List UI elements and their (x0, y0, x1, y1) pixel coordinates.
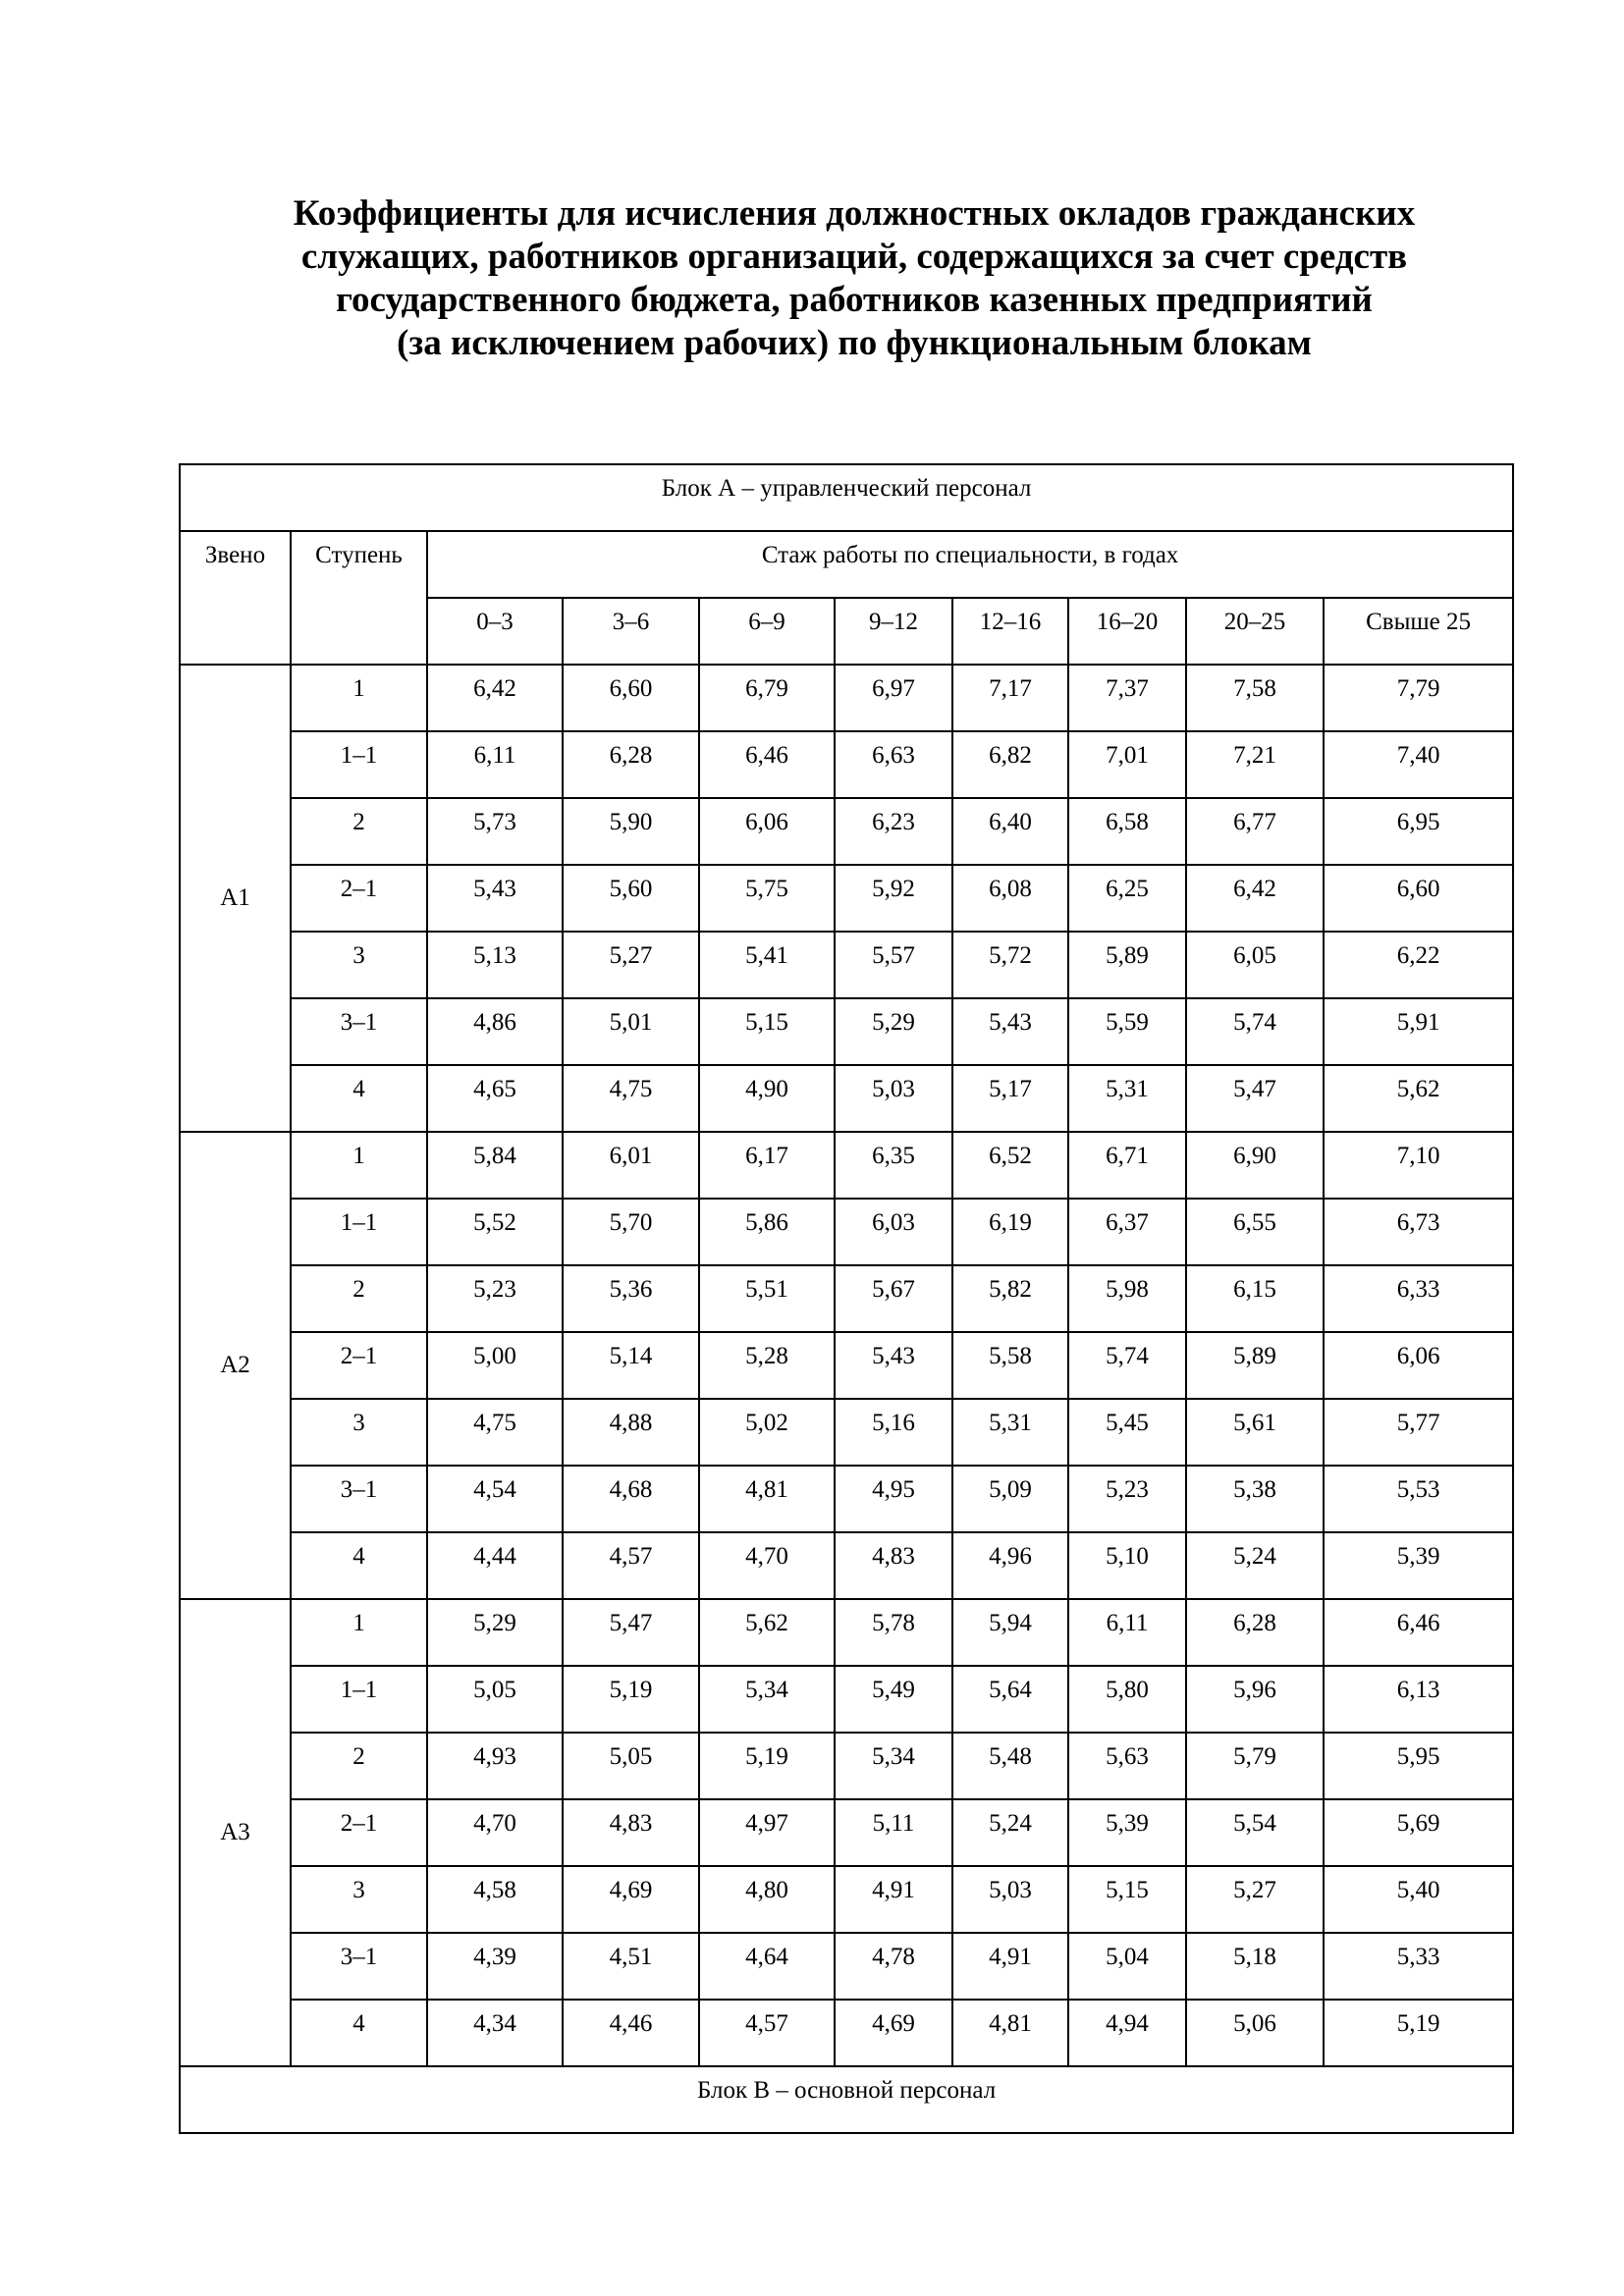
coefficient-cell: 7,40 (1324, 731, 1513, 798)
coefficient-cell: 4,64 (699, 1933, 835, 2000)
page-title (187, 192, 1522, 365)
coefficient-cell: 5,02 (699, 1399, 835, 1466)
coefficient-cell: 5,73 (427, 798, 563, 865)
coefficient-cell: 5,69 (1324, 1799, 1513, 1866)
coefficient-cell: 6,40 (952, 798, 1068, 865)
coefficient-cell: 4,95 (835, 1466, 952, 1532)
coefficient-cell: 4,80 (699, 1866, 835, 1933)
coefficient-cell: 4,58 (427, 1866, 563, 1933)
coefficient-cell: 5,11 (835, 1799, 952, 1866)
coefficient-cell: 5,23 (1068, 1466, 1186, 1532)
coefficient-cell: 5,10 (1068, 1532, 1186, 1599)
table-row (180, 865, 1513, 932)
coefficient-cell: 5,59 (1068, 998, 1186, 1065)
coefficient-cell: 5,24 (952, 1799, 1068, 1866)
coefficient-cell: 5,67 (835, 1265, 952, 1332)
table-row (180, 1199, 1513, 1265)
coefficient-cell: 5,18 (1186, 1933, 1324, 2000)
coefficient-cell: 4,46 (563, 2000, 699, 2066)
coefficient-cell: 6,06 (1324, 1332, 1513, 1399)
coefficient-cell: 4,69 (563, 1866, 699, 1933)
stupen-cell: 1 (291, 1132, 427, 1199)
table-row (180, 1733, 1513, 1799)
coefficient-cell: 5,64 (952, 1666, 1068, 1733)
coefficient-cell: 5,43 (952, 998, 1068, 1065)
coefficient-cell: 6,60 (1324, 865, 1513, 932)
stupen-cell: 4 (291, 2000, 427, 2066)
coefficient-cell: 6,71 (1068, 1132, 1186, 1199)
coefficient-cell: 4,78 (835, 1933, 952, 2000)
title-line: Коэффициенты для исчисления должностных окладов гражданских (293, 193, 1416, 234)
coefficient-cell: 5,89 (1068, 932, 1186, 998)
coefficient-cell: 4,91 (952, 1933, 1068, 2000)
coefficient-cell: 6,79 (699, 665, 835, 731)
coefficient-cell: 4,69 (835, 2000, 952, 2066)
table-row (180, 932, 1513, 998)
coefficient-cell: 5,00 (427, 1332, 563, 1399)
coefficient-cell: 6,05 (1186, 932, 1324, 998)
coefficient-cell: 6,33 (1324, 1265, 1513, 1332)
stupen-cell: 1 (291, 1599, 427, 1666)
coefficient-cell: 6,58 (1068, 798, 1186, 865)
coefficient-cell: 6,46 (699, 731, 835, 798)
coefficient-cell: 5,74 (1186, 998, 1324, 1065)
coefficient-cell: 5,78 (835, 1599, 952, 1666)
coefficient-cell: 5,34 (835, 1733, 952, 1799)
table-row (180, 1132, 1513, 1199)
coefficient-cell: 4,83 (563, 1799, 699, 1866)
coefficient-cell: 7,17 (952, 665, 1068, 731)
coefficient-cell: 4,93 (427, 1733, 563, 1799)
stupen-cell: 2–1 (291, 865, 427, 932)
table-row (180, 1866, 1513, 1933)
coefficient-cell: 5,04 (1068, 1933, 1186, 2000)
coefficient-cell: 5,47 (1186, 1065, 1324, 1132)
coefficient-cell: 6,11 (427, 731, 563, 798)
coefficient-cell: 4,75 (563, 1065, 699, 1132)
coefficient-cell: 6,52 (952, 1132, 1068, 1199)
table-row (180, 1799, 1513, 1866)
coefficient-cell: 6,55 (1186, 1199, 1324, 1265)
coefficient-cell: 6,35 (835, 1132, 952, 1199)
stupen-cell: 2 (291, 1733, 427, 1799)
coefficient-cell: 5,89 (1186, 1332, 1324, 1399)
coefficient-cell: 5,95 (1324, 1733, 1513, 1799)
table-row (180, 731, 1513, 798)
coefficient-cell: 5,29 (835, 998, 952, 1065)
header-row-1 (180, 531, 1513, 598)
coefficient-cell: 6,63 (835, 731, 952, 798)
coefficient-cell: 5,19 (699, 1733, 835, 1799)
coefficient-cell: 7,37 (1068, 665, 1186, 731)
stupen-cell: 4 (291, 1065, 427, 1132)
coefficient-cell: 7,58 (1186, 665, 1324, 731)
header-zveno: Звено (180, 531, 291, 665)
coefficient-cell: 6,28 (1186, 1599, 1324, 1666)
coefficient-cell: 5,16 (835, 1399, 952, 1466)
coefficient-cell: 5,62 (699, 1599, 835, 1666)
coefficient-cell: 5,43 (427, 865, 563, 932)
coefficient-cell: 6,22 (1324, 932, 1513, 998)
block-b-row (180, 2066, 1513, 2133)
stupen-cell: 1–1 (291, 1199, 427, 1265)
block-a-row (180, 464, 1513, 531)
coefficient-cell: 5,51 (699, 1265, 835, 1332)
coefficient-cell: 5,38 (1186, 1466, 1324, 1532)
coefficient-cell: 4,57 (563, 1532, 699, 1599)
coefficient-cell: 5,14 (563, 1332, 699, 1399)
coefficient-cell: 5,13 (427, 932, 563, 998)
coefficient-cell: 5,47 (563, 1599, 699, 1666)
stazh-range-header: 0–3 (427, 598, 563, 665)
coefficient-cell: 4,94 (1068, 2000, 1186, 2066)
coefficient-cell: 7,21 (1186, 731, 1324, 798)
zveno-cell: А1 (180, 665, 291, 1132)
stazh-range-header: 3–6 (563, 598, 699, 665)
stazh-range-header: 20–25 (1186, 598, 1324, 665)
coefficient-cell: 4,81 (952, 2000, 1068, 2066)
coefficient-cell: 5,84 (427, 1132, 563, 1199)
stazh-range-header: 16–20 (1068, 598, 1186, 665)
coefficient-cell: 5,58 (952, 1332, 1068, 1399)
table-row (180, 1399, 1513, 1466)
stupen-cell: 2 (291, 1265, 427, 1332)
title-line: государственного бюджета, работников казенных предприятий (336, 280, 1373, 320)
coefficient-cell: 5,92 (835, 865, 952, 932)
coefficient-cell: 5,27 (563, 932, 699, 998)
coefficient-cell: 6,95 (1324, 798, 1513, 865)
coefficient-cell: 5,28 (699, 1332, 835, 1399)
table-row (180, 1933, 1513, 2000)
coefficient-cell: 5,62 (1324, 1065, 1513, 1132)
coefficient-cell: 5,29 (427, 1599, 563, 1666)
coefficient-cell: 4,70 (699, 1532, 835, 1599)
coefficient-cell: 6,73 (1324, 1199, 1513, 1265)
coefficient-cell: 5,40 (1324, 1866, 1513, 1933)
coefficient-cell: 6,42 (427, 665, 563, 731)
stazh-range-header: 9–12 (835, 598, 952, 665)
coefficient-cell: 6,28 (563, 731, 699, 798)
coefficient-cell: 5,39 (1068, 1799, 1186, 1866)
table-row (180, 2000, 1513, 2066)
coefficient-cell: 5,53 (1324, 1466, 1513, 1532)
coefficient-cell: 6,19 (952, 1199, 1068, 1265)
coefficient-cell: 6,03 (835, 1199, 952, 1265)
coefficient-cell: 5,72 (952, 932, 1068, 998)
coefficient-cell: 7,10 (1324, 1132, 1513, 1199)
coefficient-cell: 5,86 (699, 1199, 835, 1265)
table-row (180, 1666, 1513, 1733)
table-body (180, 464, 1513, 2133)
coefficient-cell: 4,65 (427, 1065, 563, 1132)
coefficient-cell: 5,75 (699, 865, 835, 932)
coefficient-cell: 6,90 (1186, 1132, 1324, 1199)
coefficient-cell: 5,57 (835, 932, 952, 998)
coefficient-cell: 4,81 (699, 1466, 835, 1532)
coefficient-cell: 5,27 (1186, 1866, 1324, 1933)
stupen-cell: 3 (291, 1866, 427, 1933)
coefficient-cell: 5,24 (1186, 1532, 1324, 1599)
coefficient-cell: 5,15 (699, 998, 835, 1065)
stupen-cell: 1–1 (291, 1666, 427, 1733)
coefficient-cell: 5,70 (563, 1199, 699, 1265)
stupen-cell: 1 (291, 665, 427, 731)
table-row (180, 798, 1513, 865)
coefficient-cell: 5,31 (1068, 1065, 1186, 1132)
coefficient-cell: 6,17 (699, 1132, 835, 1199)
coefficient-cell: 5,43 (835, 1332, 952, 1399)
coefficient-cell: 5,52 (427, 1199, 563, 1265)
stazh-range-header: 6–9 (699, 598, 835, 665)
coefficient-cell: 5,49 (835, 1666, 952, 1733)
coefficient-cell: 4,51 (563, 1933, 699, 2000)
table-row (180, 998, 1513, 1065)
stupen-cell: 2–1 (291, 1332, 427, 1399)
coefficients-table (179, 463, 1514, 2134)
coefficient-cell: 5,90 (563, 798, 699, 865)
stazh-range-header: 12–16 (952, 598, 1068, 665)
coefficient-cell: 5,41 (699, 932, 835, 998)
coefficient-cell: 5,03 (952, 1866, 1068, 1933)
coefficient-cell: 6,42 (1186, 865, 1324, 932)
coefficient-cell: 4,70 (427, 1799, 563, 1866)
coefficient-cell: 6,77 (1186, 798, 1324, 865)
coefficient-cell: 4,39 (427, 1933, 563, 2000)
table-row (180, 1532, 1513, 1599)
coefficient-cell: 5,19 (1324, 2000, 1513, 2066)
table-row (180, 1265, 1513, 1332)
stupen-cell: 3–1 (291, 998, 427, 1065)
coefficient-cell: 4,34 (427, 2000, 563, 2066)
coefficient-cell: 6,60 (563, 665, 699, 731)
coefficient-cell: 5,63 (1068, 1733, 1186, 1799)
coefficient-cell: 5,54 (1186, 1799, 1324, 1866)
coefficient-cell: 5,79 (1186, 1733, 1324, 1799)
coefficient-cell: 4,96 (952, 1532, 1068, 1599)
stupen-cell: 4 (291, 1532, 427, 1599)
stupen-cell: 2 (291, 798, 427, 865)
stupen-cell: 3–1 (291, 1933, 427, 2000)
coefficient-cell: 4,57 (699, 2000, 835, 2066)
coefficient-cell: 6,97 (835, 665, 952, 731)
table-row (180, 1332, 1513, 1399)
coefficient-cell: 4,91 (835, 1866, 952, 1933)
coefficient-cell: 6,11 (1068, 1599, 1186, 1666)
coefficient-cell: 6,23 (835, 798, 952, 865)
coefficient-cell: 5,39 (1324, 1532, 1513, 1599)
zveno-cell: А3 (180, 1599, 291, 2066)
coefficient-cell: 5,98 (1068, 1265, 1186, 1332)
coefficient-cell: 5,94 (952, 1599, 1068, 1666)
stupen-cell: 3 (291, 932, 427, 998)
zveno-cell: А2 (180, 1132, 291, 1599)
coefficient-cell: 4,97 (699, 1799, 835, 1866)
coefficient-cell: 4,44 (427, 1532, 563, 1599)
coefficient-cell: 5,82 (952, 1265, 1068, 1332)
stupen-cell: 3–1 (291, 1466, 427, 1532)
coefficient-cell: 5,91 (1324, 998, 1513, 1065)
coefficient-cell: 6,06 (699, 798, 835, 865)
coefficient-cell: 5,33 (1324, 1933, 1513, 2000)
block-b-title: Блок В – основной персонал (180, 2066, 1513, 2133)
coefficient-cell: 5,60 (563, 865, 699, 932)
coefficient-cell: 4,68 (563, 1466, 699, 1532)
coefficient-cell: 5,80 (1068, 1666, 1186, 1733)
coefficient-cell: 5,01 (563, 998, 699, 1065)
coefficient-cell: 5,96 (1186, 1666, 1324, 1733)
coefficient-cell: 5,05 (563, 1733, 699, 1799)
coefficient-cell: 5,09 (952, 1466, 1068, 1532)
title-line: служащих, работников организаций, содержащихся за счет средств (300, 237, 1408, 277)
coefficient-cell: 6,13 (1324, 1666, 1513, 1733)
coefficient-cell: 6,08 (952, 865, 1068, 932)
stupen-cell: 2–1 (291, 1799, 427, 1866)
coefficient-cell: 5,61 (1186, 1399, 1324, 1466)
coefficient-cell: 5,77 (1324, 1399, 1513, 1466)
table-row (180, 665, 1513, 731)
block-a-title: Блок А – управленческий персонал (180, 464, 1513, 531)
coefficient-cell: 6,82 (952, 731, 1068, 798)
stazh-range-header: Свыше 25 (1324, 598, 1513, 665)
coefficient-cell: 7,79 (1324, 665, 1513, 731)
coefficient-cell: 4,75 (427, 1399, 563, 1466)
table-row (180, 1599, 1513, 1666)
coefficient-cell: 5,48 (952, 1733, 1068, 1799)
coefficient-cell: 7,01 (1068, 731, 1186, 798)
coefficient-cell: 6,46 (1324, 1599, 1513, 1666)
coefficient-cell: 5,36 (563, 1265, 699, 1332)
coefficient-cell: 4,54 (427, 1466, 563, 1532)
coefficient-cell: 6,01 (563, 1132, 699, 1199)
header-stazh: Стаж работы по специальности, в годах (427, 531, 1513, 598)
coefficient-cell: 5,23 (427, 1265, 563, 1332)
coefficient-cell: 4,86 (427, 998, 563, 1065)
coefficient-cell: 6,25 (1068, 865, 1186, 932)
coefficient-cell: 5,34 (699, 1666, 835, 1733)
coefficient-cell: 5,45 (1068, 1399, 1186, 1466)
coefficient-cell: 5,05 (427, 1666, 563, 1733)
coefficient-cell: 5,03 (835, 1065, 952, 1132)
coefficient-cell: 5,17 (952, 1065, 1068, 1132)
table-row (180, 1466, 1513, 1532)
coefficient-cell: 6,15 (1186, 1265, 1324, 1332)
stupen-cell: 3 (291, 1399, 427, 1466)
coefficient-cell: 4,83 (835, 1532, 952, 1599)
header-stupen: Ступень (291, 531, 427, 665)
stupen-cell: 1–1 (291, 731, 427, 798)
title-line: (за исключением рабочих) по функциональным блокам (397, 323, 1312, 363)
coefficient-cell: 4,90 (699, 1065, 835, 1132)
coefficient-cell: 5,74 (1068, 1332, 1186, 1399)
coefficient-cell: 4,88 (563, 1399, 699, 1466)
coefficient-cell: 5,15 (1068, 1866, 1186, 1933)
coefficient-cell: 6,37 (1068, 1199, 1186, 1265)
coefficient-cell: 5,19 (563, 1666, 699, 1733)
coefficient-cell: 5,31 (952, 1399, 1068, 1466)
table-row (180, 1065, 1513, 1132)
coefficient-cell: 5,06 (1186, 2000, 1324, 2066)
